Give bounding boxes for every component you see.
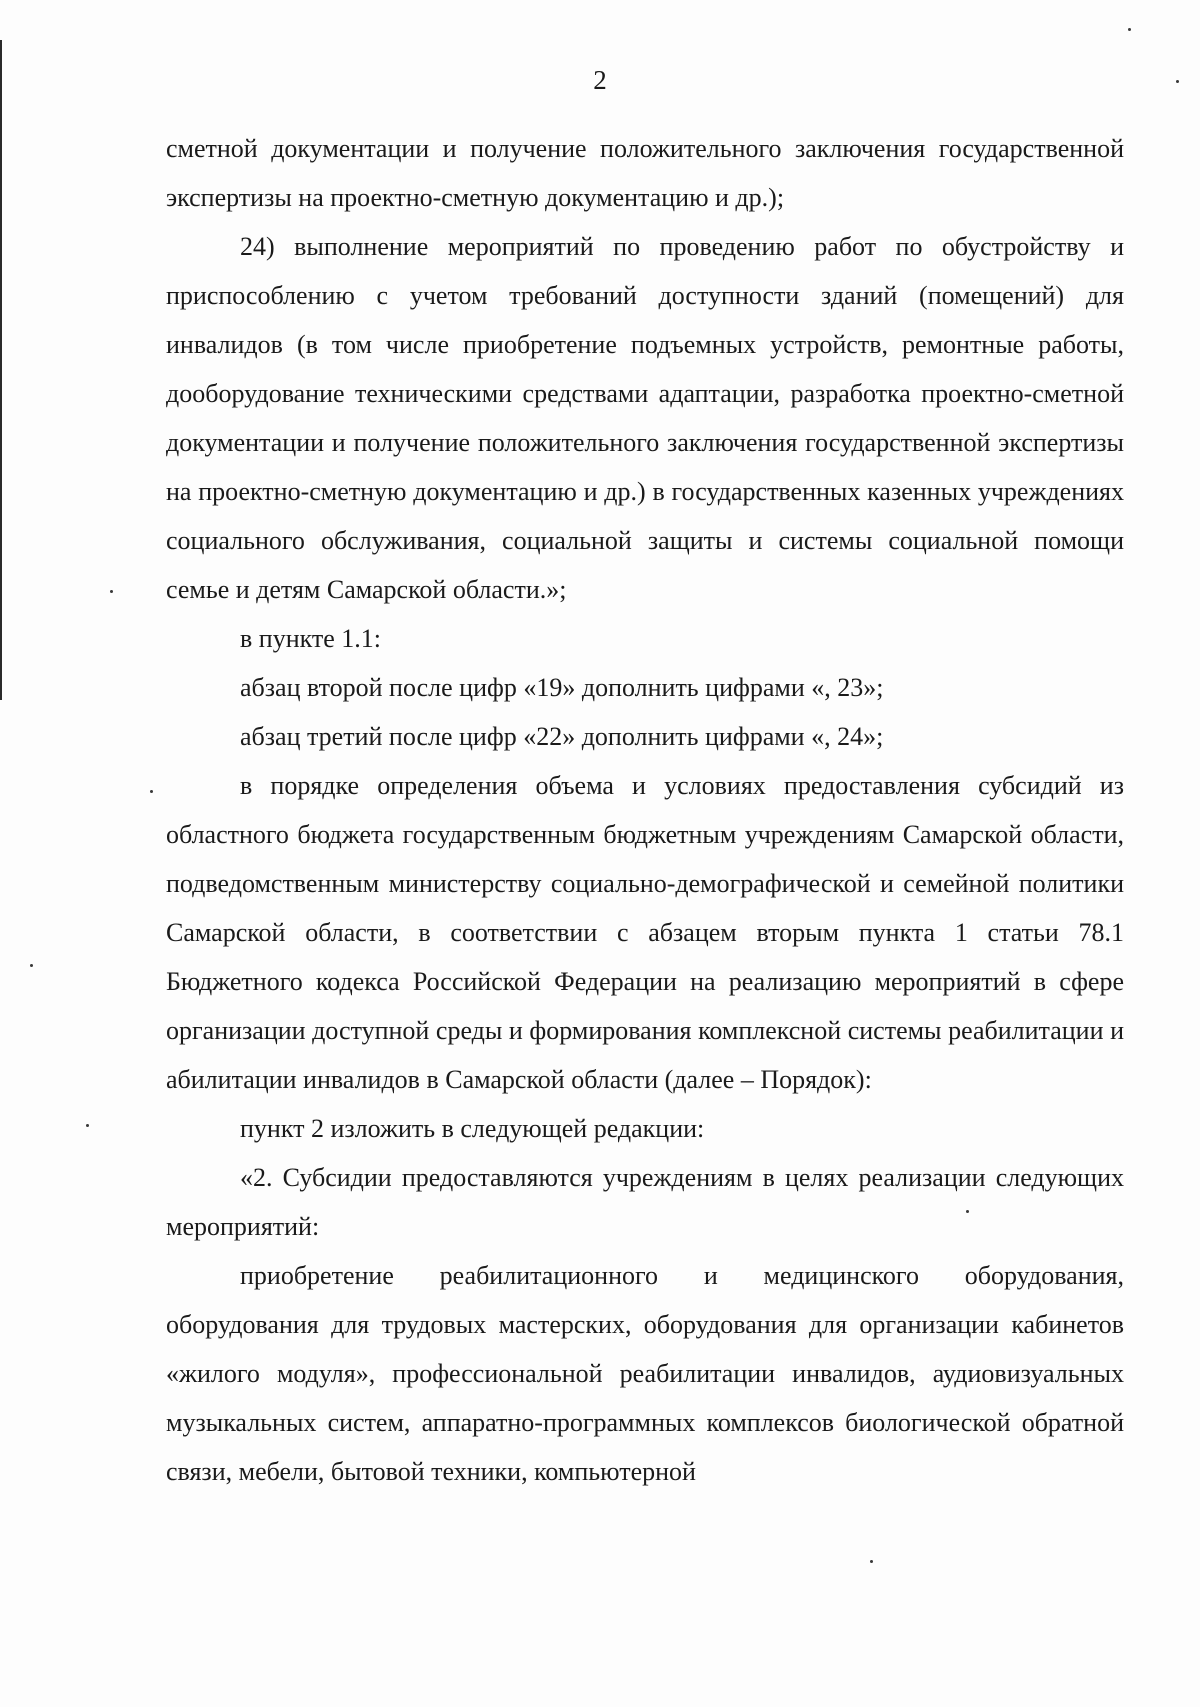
scan-speck [966, 1210, 969, 1213]
scan-speck [1128, 28, 1131, 31]
scan-speck [30, 964, 33, 967]
scan-speck [150, 790, 153, 793]
paragraph-subsidies: «2. Субсидии предоставляются учреждениям в целях реализации следующих мероприятий: [166, 1163, 1124, 1241]
scan-speck [870, 1560, 873, 1563]
scan-speck [86, 1124, 89, 1127]
paragraph-continuation: сметной документации и получение положительного заключения государственной экспертизы на проектно-сметную документацию и др.); [166, 134, 1124, 212]
scan-edge-line [0, 40, 2, 700]
scan-speck [110, 590, 113, 593]
paragraph-abzac-second: абзац второй после цифр «19» дополнить цифрами «, 23»; [240, 673, 884, 702]
paragraph-order-definition: в порядке определения объема и условиях предоставления субсидий из областного бюджета государственным бюджетным учреждениям Самарской области, подведомственным министерству социально-демографической и семейной политики Самарской области, в соответствии с абзацем вторым пункта 1 статьи 78.1 Бюджетного кодекса Российской Федерации на реализацию мероприятий в сфере организации доступной среды и формирования комплексной системы реабилитации и абилитации инвалидов в Самарской области (далее – Порядок): [166, 771, 1124, 1094]
document-body [166, 124, 1124, 1496]
paragraph-abzac-third: абзац третий после цифр «22» дополнить цифрами «, 24»; [240, 722, 884, 751]
paragraph-point-2-edit: пункт 2 изложить в следующей редакции: [240, 1114, 705, 1143]
page-number: 2 [593, 65, 607, 95]
scan-speck [1176, 80, 1179, 83]
paragraph-item-24: 24) выполнение мероприятий по проведению работ по обустройству и приспособлению с учетом требований доступности зданий (помещений) для инвалидов (в том числе приобретение подъемных устройств, ремонтные работы, дооборудование техническими средствами адаптации, разработка проектно-сметной документации и получение положительного заключения государственной экспертизы на проектно-сметную документацию и др.) в государственных казенных учреждениях социального обслуживания, социальной защиты и системы социальной помощи семье и детям Самарской области.»; [166, 232, 1124, 604]
paragraph-acquisition: приобретение реабилитационного и медицинского оборудования, оборудования для трудовых мастерских, оборудования для организации кабинетов «жилого модуля», профессиональной реабилитации инвалидов, аудиовизуальных музыкальных систем, аппаратно-программных комплексов биологической обратной связи, мебели, бытовой техники, компьютерной [166, 1261, 1124, 1486]
paragraph-point-1-1: в пункте 1.1: [240, 624, 382, 653]
